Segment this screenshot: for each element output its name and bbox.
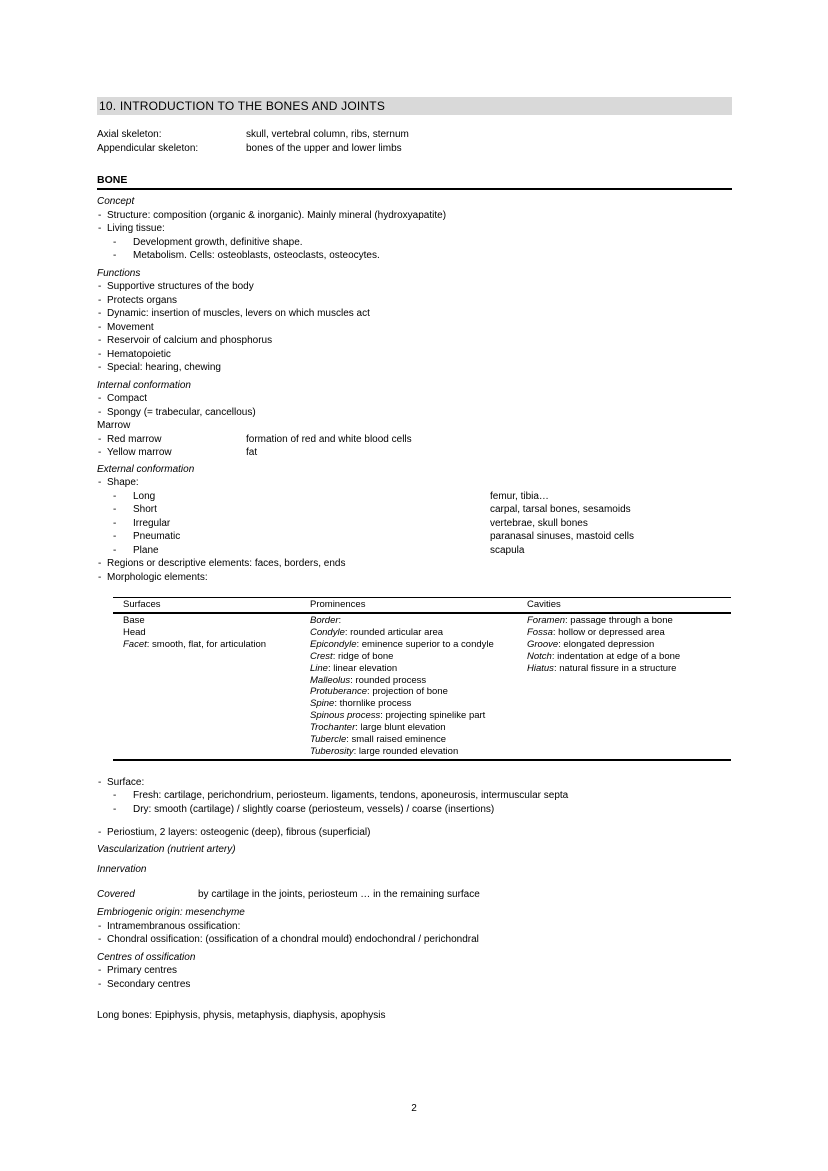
prominence-term: Protuberance (310, 686, 368, 698)
bullet: - (98, 321, 102, 333)
shape-examples: carpal, tarsal bones, sesamoids (490, 504, 631, 515)
table-col-cavities (522, 615, 731, 758)
list-item-text: Hematopoietic (107, 348, 171, 360)
table-line (527, 627, 731, 639)
list-item (97, 933, 732, 947)
term-desc: : (338, 615, 342, 626)
list-item-text: Development growth, definitive shape. (133, 236, 303, 248)
list-item (97, 978, 732, 992)
bullet: - (98, 477, 102, 488)
list-item-text: Reservoir of calcium and phosphorus (107, 335, 273, 346)
prominence-term: Condyle (310, 626, 345, 638)
term-desc: : small raised eminence (346, 734, 447, 746)
prominence-term: Trochanter (310, 722, 356, 734)
table-line (310, 686, 522, 698)
marrow-row (97, 433, 732, 447)
term-desc: : indentation at edge of a bone (551, 650, 681, 662)
list-item-text: Metabolism. Cells: osteoblasts, osteoclasts, osteocytes. (133, 250, 380, 261)
list-item (97, 964, 732, 978)
table-line (527, 651, 731, 663)
definition-value: bones of the upper and lower limbs (246, 142, 402, 154)
table-line (310, 663, 522, 675)
definition-label: Appendicular skeleton: (97, 142, 199, 154)
shape-row (97, 490, 732, 504)
prominence-term: Malleolus (310, 674, 351, 686)
list-item-text: Intramembranous ossification: (107, 920, 241, 932)
bullet: - (98, 335, 102, 346)
list-item (97, 476, 732, 490)
list-item (97, 557, 732, 571)
marrow-value: fat (246, 447, 258, 458)
page-number: 2 (411, 1103, 417, 1114)
term-desc: : natural fissure in a structure (553, 662, 677, 674)
table-header-prominences: Prominences (310, 599, 366, 610)
shape-row (97, 503, 732, 517)
bullet: - (98, 209, 102, 221)
list-item-text: Compact (107, 393, 148, 404)
shape-name: Long (133, 490, 156, 502)
covered-row (97, 888, 732, 902)
bullet: - (98, 294, 102, 306)
definition-row (97, 128, 732, 142)
prominence-term: Tubercle (310, 734, 347, 746)
list-item-text: Dry: smooth (cartilage) / slightly coarse (periosteum, vessels) / coarse (insertions) (133, 803, 495, 815)
term-desc: : eminence superior to a condyle (356, 638, 494, 650)
surface-term: Head (123, 626, 146, 638)
list-item (97, 307, 732, 321)
list-item-text: Regions or descriptive elements: faces, borders, ends (107, 558, 346, 569)
table-header-surfaces: Surfaces (123, 599, 161, 610)
term-desc: : rounded process (350, 674, 427, 686)
list-item-text: Primary centres (107, 965, 178, 977)
innervation-heading: Innervation (97, 864, 147, 876)
bullet: - (98, 934, 102, 946)
list-item (97, 361, 732, 375)
list-item (97, 776, 732, 790)
bullet: - (98, 978, 102, 990)
table-header-cavities: Cavities (527, 599, 561, 610)
sub-list-item (97, 236, 732, 250)
list-item (97, 392, 732, 406)
list-item (97, 920, 732, 934)
term-desc: : projecting spinelike part (380, 710, 486, 722)
table-line (310, 698, 522, 710)
table-header-row (113, 598, 731, 614)
term-desc: : large blunt elevation (355, 722, 446, 734)
cavity-term: Notch (527, 650, 552, 662)
shape-examples: paranasal sinuses, mastoid cells (490, 531, 634, 542)
list-item-text: Spongy (= trabecular, cancellous) (107, 406, 256, 418)
shape-row (97, 517, 732, 531)
marrow-heading: Marrow (97, 420, 131, 431)
table-line (310, 722, 522, 734)
list-item (97, 294, 732, 308)
prominence-term: Epicondyle (310, 638, 357, 650)
shape-examples: vertebrae, skull bones (490, 517, 588, 529)
table-line (527, 663, 731, 675)
morphology-table (113, 597, 731, 761)
bullet: - (98, 558, 102, 569)
term-desc: : ridge of bone (332, 650, 394, 662)
section-title: 10. INTRODUCTION TO THE BONES AND JOINTS (97, 97, 732, 115)
bullet: - (98, 348, 102, 360)
bullet: - (113, 544, 117, 556)
shape-row (97, 530, 732, 544)
internal-conformation-heading: Internal conformation (97, 379, 191, 391)
list-item-text: Movement (107, 321, 154, 333)
list-item (97, 334, 732, 348)
surface-term: Facet (123, 638, 147, 650)
term-desc: : large rounded elevation (353, 745, 459, 757)
marrow-value: formation of red and white blood cells (246, 433, 412, 445)
table-line (310, 627, 522, 639)
table-line (310, 734, 522, 746)
list-item-text: Shape: (107, 477, 139, 488)
bullet: - (113, 504, 117, 515)
list-item-text: Surface: (107, 776, 145, 788)
bullet: - (98, 571, 102, 583)
surface-term: Base (123, 615, 145, 626)
shape-name: Irregular (133, 517, 171, 529)
prominence-term: Spine (310, 698, 335, 710)
sub-list-item (97, 803, 732, 817)
prominence-term: Tuberosity (310, 745, 354, 757)
covered-label: Covered (97, 888, 135, 900)
marrow-label: Yellow marrow (107, 447, 172, 458)
table-line (310, 710, 522, 722)
bullet: - (113, 803, 117, 815)
marrow-label: Red marrow (107, 433, 162, 445)
bullet: - (98, 223, 102, 234)
table-line (123, 639, 305, 651)
long-bones-line: Long bones: Epiphysis, physis, metaphysis, diaphysis, apophysis (97, 1010, 386, 1022)
list-item-text: Morphologic elements: (107, 571, 208, 583)
bullet: - (98, 362, 102, 373)
table-line (310, 675, 522, 687)
list-item (97, 280, 732, 294)
bullet: - (98, 827, 102, 839)
list-item-text: Chondral ossification: (ossification of a chondral mould) endochondral / perichondral (107, 934, 479, 946)
shape-name: Plane (133, 544, 159, 556)
marrow-row (97, 446, 732, 460)
prominence-term: Border (310, 615, 339, 626)
list-item (97, 406, 732, 420)
term-desc: : projection of bone (367, 686, 448, 698)
term-desc: : passage through a bone (565, 615, 673, 626)
skeleton-definitions (97, 128, 732, 155)
table-line (310, 746, 522, 758)
bullet: - (98, 776, 102, 788)
covered-text: by cartilage in the joints, periosteum … in the remaining surface (198, 888, 480, 900)
definition-value: skull, vertebral column, ribs, sternum (246, 129, 409, 140)
term-desc: : rounded articular area (344, 626, 444, 638)
list-item (97, 209, 732, 223)
shape-row (97, 544, 732, 558)
bone-heading: BONE (97, 174, 732, 190)
cavity-term: Groove (527, 638, 559, 650)
list-item-text: Protects organs (107, 294, 178, 306)
cavity-term: Fossa (527, 626, 553, 638)
list-item (97, 348, 732, 362)
bullet: - (98, 406, 102, 418)
bullet: - (98, 281, 102, 292)
table-line (310, 651, 522, 663)
bullet: - (98, 308, 102, 319)
list-item (97, 222, 732, 236)
cavity-term: Foramen (527, 615, 566, 626)
list-item-text: Supportive structures of the body (107, 281, 254, 292)
table-body (113, 614, 731, 759)
cavity-term: Hiatus (527, 662, 554, 674)
bullet: - (98, 433, 102, 445)
bullet: - (113, 490, 117, 502)
page-content (97, 97, 732, 1023)
table-col-prominences (305, 615, 522, 758)
sub-list-item (97, 789, 732, 803)
functions-heading: Functions (97, 267, 141, 279)
embriogenic-heading: Embriogenic origin: mesenchyme (97, 907, 245, 919)
bullet: - (113, 531, 117, 542)
list-item (97, 826, 732, 840)
bullet: - (113, 517, 117, 529)
term-desc: : elongated depression (558, 638, 655, 650)
list-item-text: Secondary centres (107, 978, 191, 990)
prominence-term: Crest (310, 650, 333, 662)
list-item (97, 321, 732, 335)
vascularization-heading: Vascularization (nutrient artery) (97, 843, 236, 855)
bullet: - (113, 236, 117, 248)
list-item-text: Periostium, 2 layers: osteogenic (deep), fibrous (superficial) (107, 827, 371, 839)
shape-examples: femur, tibia… (490, 490, 549, 502)
term-desc: : hollow or depressed area (552, 626, 665, 638)
bullet: - (98, 920, 102, 932)
list-item-text: Structure: composition (organic & inorganic). Mainly mineral (hydroxyapatite) (107, 209, 447, 221)
shape-examples: scapula (490, 544, 525, 556)
sub-list-item (97, 249, 732, 263)
prominence-term: Spinous process (310, 710, 381, 722)
centres-heading: Centres of ossification (97, 951, 196, 963)
definition-row (97, 142, 732, 156)
concept-heading: Concept (97, 196, 135, 207)
table-col-surfaces (113, 615, 305, 758)
table-line (527, 615, 731, 627)
table-line (123, 615, 305, 627)
bullet: - (98, 393, 102, 404)
list-item-text: Dynamic: insertion of muscles, levers on which muscles act (107, 308, 370, 319)
list-item-text: Fresh: cartilage, perichondrium, periosteum. ligaments, tendons, aponeurosis, intermuscular septa (133, 790, 569, 802)
table-line (310, 615, 522, 627)
definition-label: Axial skeleton: (97, 129, 162, 140)
table-line (123, 627, 305, 639)
list-item (97, 571, 732, 585)
term-desc: : thornlike process (334, 698, 412, 710)
external-conformation-heading: External conformation (97, 463, 195, 475)
term-desc: : linear elevation (327, 662, 398, 674)
prominence-term: Line (310, 662, 328, 674)
term-desc: : smooth, flat, for articulation (146, 638, 267, 650)
bullet: - (113, 250, 117, 261)
bullet: - (98, 965, 102, 977)
list-item-text: Living tissue: (107, 223, 165, 234)
shape-name: Pneumatic (133, 531, 181, 542)
table-line (527, 639, 731, 651)
bullet: - (98, 447, 102, 458)
bullet: - (113, 790, 117, 802)
table-line (310, 639, 522, 651)
list-item-text: Special: hearing, chewing (107, 362, 221, 373)
shape-name: Short (133, 504, 157, 515)
